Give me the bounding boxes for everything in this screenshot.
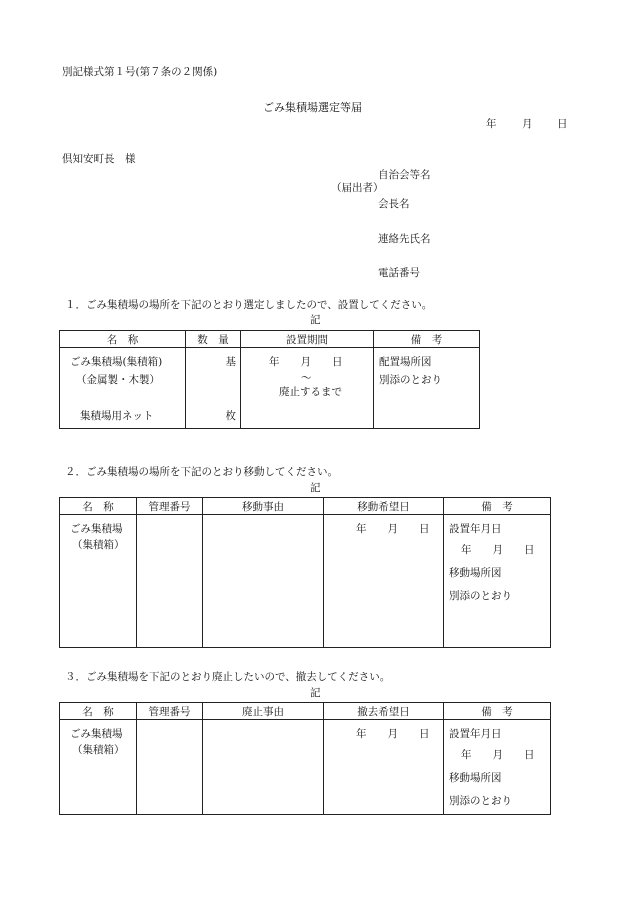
remarks-line4: 別添のとおり bbox=[449, 590, 512, 602]
header-name: 名 称 bbox=[60, 703, 137, 720]
remarks-line1: 設置年月日 bbox=[449, 523, 502, 535]
section2-heading: ２．ごみ集積場の場所を下記のとおり移動してください。 bbox=[65, 466, 338, 478]
header-quantity: 数 量 bbox=[186, 331, 241, 348]
section2-header-row bbox=[60, 498, 551, 515]
quantity-unit-sheet: 枚 bbox=[225, 410, 236, 422]
section3-heading: ３．ごみ集積場を下記のとおり廃止したいので、撤去してください。 bbox=[65, 671, 391, 683]
contact-name-label: 連絡先氏名 bbox=[378, 233, 431, 245]
section3-table bbox=[59, 702, 551, 815]
header-name: 名 称 bbox=[60, 331, 186, 348]
remarks-line2: 別添のとおり bbox=[379, 374, 442, 386]
remarks-line1: 配置場所図 bbox=[379, 356, 432, 368]
date-day-label: 日 bbox=[557, 118, 568, 130]
phone-number-label: 電話番号 bbox=[378, 267, 420, 279]
move-date-cell bbox=[324, 515, 444, 648]
name-line3: 集積場用ネット bbox=[80, 410, 154, 422]
move-reason-cell bbox=[203, 515, 324, 648]
name-line2: （金属製・木製） bbox=[76, 374, 160, 386]
name-line1: ごみ集積場 bbox=[70, 523, 123, 535]
addressee: 倶知安町長 様 bbox=[62, 153, 136, 165]
section1-table bbox=[59, 330, 480, 429]
date-year-label: 年 bbox=[486, 118, 497, 130]
remarks-line4: 別添のとおり bbox=[449, 795, 512, 807]
section1-ki: 記 bbox=[310, 314, 321, 326]
remarks-line1: 設置年月日 bbox=[449, 728, 502, 740]
name-line2: （集積箱） bbox=[72, 744, 125, 756]
date-month-label: 月 bbox=[522, 118, 533, 130]
name-cell bbox=[60, 348, 186, 429]
remarks-line3: 移動場所図 bbox=[449, 772, 502, 784]
quantity-cell bbox=[186, 348, 241, 429]
period-tilde: 〜 bbox=[301, 372, 312, 384]
association-name-label: 自治会等名 bbox=[378, 169, 431, 181]
period-date: 年 月 日 bbox=[269, 356, 343, 368]
header-remarks: 備 考 bbox=[374, 331, 480, 348]
form-reference: 別記様式第１号(第７条の２関係) bbox=[62, 66, 218, 78]
header-removal-date: 撤去希望日 bbox=[324, 703, 444, 720]
name-cell bbox=[60, 720, 137, 815]
abolish-reason-cell bbox=[203, 720, 324, 815]
header-move-date: 移動希望日 bbox=[324, 498, 444, 515]
period-cell bbox=[241, 348, 374, 429]
form-title: ごみ集積場選定等届 bbox=[263, 101, 362, 114]
section1-heading: １．ごみ集積場の場所を下記のとおり選定しましたので、設置してください。 bbox=[65, 299, 433, 311]
name-line1: ごみ集積場(集積箱) bbox=[70, 356, 163, 368]
removal-date-value: 年 月 日 bbox=[356, 728, 430, 740]
move-date-value: 年 月 日 bbox=[356, 523, 430, 535]
remarks-line2: 年 月 日 bbox=[461, 544, 535, 556]
section2-ki: 記 bbox=[310, 482, 321, 494]
removal-date-cell bbox=[324, 720, 444, 815]
section1-header-row bbox=[60, 331, 480, 348]
applicant-group-label: （届出者） bbox=[331, 182, 384, 194]
remarks-cell bbox=[444, 515, 551, 648]
section2-table bbox=[59, 497, 551, 648]
name-cell bbox=[60, 515, 137, 648]
chair-name-label: 会長名 bbox=[378, 198, 410, 210]
remarks-cell bbox=[374, 348, 480, 429]
name-line1: ごみ集積場 bbox=[70, 728, 123, 740]
management-number-cell bbox=[137, 515, 203, 648]
header-management-number: 管理番号 bbox=[137, 703, 203, 720]
header-move-reason: 移動事由 bbox=[203, 498, 324, 515]
header-management-number: 管理番号 bbox=[137, 498, 203, 515]
header-period: 設置期間 bbox=[241, 331, 374, 348]
header-name: 名 称 bbox=[60, 498, 137, 515]
section3-header-row bbox=[60, 703, 551, 720]
name-line2: （集積箱） bbox=[72, 539, 125, 551]
quantity-unit-base: 基 bbox=[225, 356, 236, 368]
section2-body-row bbox=[60, 515, 551, 648]
section3-ki: 記 bbox=[310, 687, 321, 699]
period-until: 廃止するまで bbox=[279, 386, 342, 398]
header-remarks: 備 考 bbox=[444, 498, 551, 515]
remarks-cell bbox=[444, 720, 551, 815]
header-abolish-reason: 廃止事由 bbox=[203, 703, 324, 720]
section3-body-row bbox=[60, 720, 551, 815]
header-remarks: 備 考 bbox=[444, 703, 551, 720]
remarks-line3: 移動場所図 bbox=[449, 567, 502, 579]
remarks-line2: 年 月 日 bbox=[461, 749, 535, 761]
section1-body-row bbox=[60, 348, 480, 429]
management-number-cell bbox=[137, 720, 203, 815]
